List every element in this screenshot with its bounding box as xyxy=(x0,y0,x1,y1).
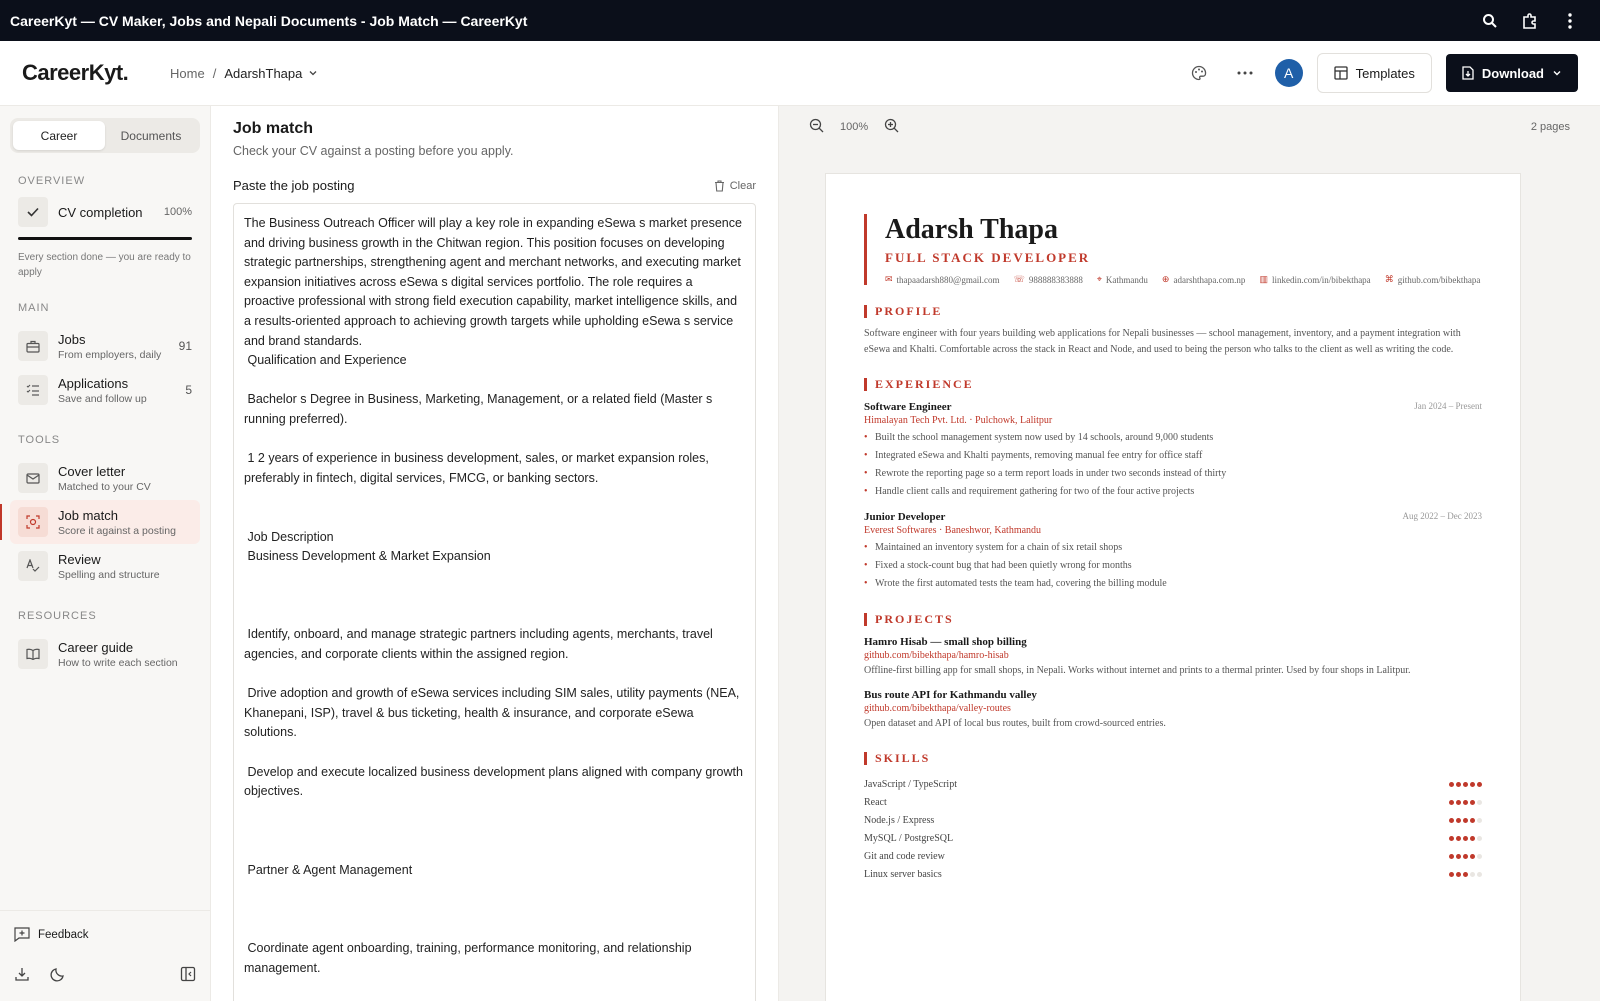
breadcrumb-current-label: AdarshThapa xyxy=(224,65,303,81)
sidebar xyxy=(0,106,211,1001)
skill-level-dot xyxy=(1456,782,1461,787)
zoom-level: 100% xyxy=(840,121,869,133)
cv-contact-item[interactable] xyxy=(1097,274,1148,285)
sidebar-item-title: Jobs xyxy=(58,331,86,347)
cv-section-heading: EXPERIENCE xyxy=(864,378,1482,391)
window-title: CareerKyt — CV Maker, Jobs and Nepali Documents - Job Match — CareerKyt xyxy=(10,12,528,29)
cv-job-dates: Aug 2022 – Dec 2023 xyxy=(1402,511,1482,521)
cv-contacts xyxy=(885,274,1482,285)
tab-documents[interactable]: Documents xyxy=(120,128,182,143)
skill-level-dot xyxy=(1456,854,1461,859)
layout-icon xyxy=(1334,66,1348,80)
sidebar-item-cover-letter[interactable] xyxy=(10,456,200,500)
book-open-icon xyxy=(18,639,48,669)
feedback-label: Feedback xyxy=(38,928,89,941)
cv-project-desc: Open dataset and API of local bus routes, built from crowd-sourced entries. xyxy=(864,718,1166,729)
page-subtitle: Check your CV against a posting before you apply. xyxy=(233,144,514,158)
cv-project-title: Bus route API for Kathmandu valley xyxy=(864,689,1037,701)
cv-job-bullets xyxy=(864,429,1482,501)
skill-level-dot xyxy=(1456,836,1461,841)
cv-project-title: Hamro Hisab — small shop billing xyxy=(864,636,1027,648)
avatar[interactable]: A xyxy=(1275,59,1303,87)
cv-job-company: Everest Softwares · Baneshwor, Kathmandu xyxy=(864,525,1042,536)
cv-bullet: • Wrote the first automated tests the team had, covering the billing module xyxy=(864,575,1482,593)
sidebar-tabs xyxy=(10,118,200,153)
skill-level-dot xyxy=(1463,782,1468,787)
cv-contact-text: Kathmandu xyxy=(1105,274,1148,285)
cv-job-header xyxy=(864,401,1482,413)
sidebar-item-jobs[interactable] xyxy=(10,324,200,368)
skill-level-rating xyxy=(1449,854,1482,859)
page-title: Job match xyxy=(233,120,314,137)
cv-preview xyxy=(779,106,1600,1001)
templates-label: Templates xyxy=(1355,65,1415,81)
skill-level-dot xyxy=(1470,800,1475,805)
github-icon: ⌘ xyxy=(1384,274,1394,284)
posting-label: Paste the job posting xyxy=(233,178,355,193)
search-icon[interactable] xyxy=(1470,0,1510,41)
zoom-out-icon[interactable] xyxy=(809,118,824,136)
skill-level-dot xyxy=(1449,818,1454,823)
cv-page xyxy=(825,173,1521,1001)
skill-level-dot xyxy=(1456,800,1461,805)
section-heading-overview: OVERVIEW xyxy=(18,175,86,187)
kebab-menu-icon[interactable] xyxy=(1550,0,1590,41)
cv-skill-name: JavaScript / TypeScript xyxy=(864,778,957,790)
cv-bullet: • Fixed a stock-count bug that had been quietly wrong for months xyxy=(864,557,1482,575)
skill-level-dot xyxy=(1463,836,1468,841)
feedback-button[interactable] xyxy=(0,911,210,958)
sidebar-item-subtitle: Save and follow up xyxy=(58,392,147,405)
cv-skill-row xyxy=(864,829,1482,847)
cv-completion-percent: 100% xyxy=(163,206,192,218)
cv-completion[interactable] xyxy=(0,197,210,280)
breadcrumb xyxy=(170,66,1183,81)
cv-contact-text: thapaadarsh880@gmail.com xyxy=(896,274,1000,285)
spellcheck-icon xyxy=(18,551,48,581)
skill-level-dot xyxy=(1470,854,1475,859)
skill-level-dot xyxy=(1470,836,1475,841)
download-button[interactable] xyxy=(1446,54,1578,92)
skill-level-dot xyxy=(1463,854,1468,859)
skill-level-rating xyxy=(1449,836,1482,841)
cv-skill-row xyxy=(864,811,1482,829)
phone-icon: ☏ xyxy=(1013,274,1025,284)
cv-skill-row xyxy=(864,775,1482,793)
sidebar-item-title: Review xyxy=(58,551,101,567)
sidebar-item-count: 91 xyxy=(178,339,192,353)
sidebar-item-title: Job match xyxy=(58,507,118,523)
linkedin-icon: ▥ xyxy=(1259,274,1268,284)
cv-job-dates: Jan 2024 – Present xyxy=(1414,401,1482,411)
job-match-panel xyxy=(211,106,779,1001)
cv-skill-name: MySQL / PostgreSQL xyxy=(864,832,954,844)
cv-project-link[interactable]: github.com/bibekthapa/valley-routes xyxy=(864,703,1011,714)
cv-section-heading: PROJECTS xyxy=(864,613,1482,626)
section-heading-main: MAIN xyxy=(18,302,50,314)
briefcase-icon xyxy=(18,331,48,361)
chevron-down-icon xyxy=(308,68,318,78)
cv-contact-item[interactable] xyxy=(1259,274,1370,285)
window-titlebar xyxy=(0,0,1600,41)
cv-contact-text: 988888383888 xyxy=(1028,274,1083,285)
cv-bullet: • Handle client calls and requirement gathering for two of the four active projects xyxy=(864,483,1482,501)
sidebar-item-subtitle: From employers, daily xyxy=(58,348,162,361)
sidebar-item-subtitle: Score it against a posting xyxy=(58,524,176,537)
file-download-icon xyxy=(1462,66,1474,80)
clear-label: Clear xyxy=(729,179,756,192)
cv-projects-list xyxy=(864,636,1482,732)
page-count: 2 pages xyxy=(1530,121,1570,133)
skill-level-dot xyxy=(1477,872,1482,877)
clear-button[interactable] xyxy=(714,180,756,192)
mail-icon xyxy=(18,463,48,493)
scan-icon xyxy=(18,507,48,537)
globe-icon: ⊕ xyxy=(1161,274,1170,284)
cv-skill-row xyxy=(864,847,1482,865)
cv-job xyxy=(864,401,1482,501)
extension-icon[interactable] xyxy=(1510,0,1550,41)
cv-skill-name: React xyxy=(864,796,887,808)
more-horizontal-icon[interactable] xyxy=(1229,57,1261,89)
section-heading-resources: RESOURCES xyxy=(18,610,97,622)
cv-completion-label: CV completion xyxy=(58,204,143,220)
cv-completion-note: Every section done — you are ready to apply xyxy=(18,252,191,278)
check-icon xyxy=(18,197,48,227)
sidebar-collapse-icon[interactable] xyxy=(180,966,196,987)
sidebar-item-career-guide[interactable] xyxy=(10,632,200,676)
cv-skills-list xyxy=(864,775,1482,883)
zoom-in-icon[interactable] xyxy=(884,118,899,136)
cv-contact-item[interactable] xyxy=(885,274,1000,285)
sidebar-item-applications[interactable] xyxy=(10,368,200,412)
skill-level-dot xyxy=(1449,854,1454,859)
sidebar-item-count: 5 xyxy=(185,383,192,397)
cv-skill-row xyxy=(864,865,1482,883)
cv-experience-list xyxy=(864,401,1482,593)
cv-contact-item[interactable] xyxy=(1385,274,1481,285)
skill-level-dot xyxy=(1456,872,1461,877)
skill-level-dot xyxy=(1449,836,1454,841)
sidebar-item-subtitle: Matched to your CV xyxy=(58,480,151,493)
skill-level-dot xyxy=(1470,818,1475,823)
skill-level-dot xyxy=(1449,872,1454,877)
breadcrumb-home[interactable]: Home xyxy=(170,65,205,81)
trash-icon xyxy=(714,180,725,192)
checklist-icon xyxy=(18,375,48,405)
cv-bullet: • Maintained an inventory system for a chain of six retail shops xyxy=(864,539,1482,557)
skill-level-dot xyxy=(1456,818,1461,823)
sidebar-item-review[interactable] xyxy=(10,544,200,588)
cv-job-bullets xyxy=(864,539,1482,593)
cv-project xyxy=(864,689,1482,732)
skill-level-dot xyxy=(1477,782,1482,787)
cv-section-heading: PROFILE xyxy=(864,305,1482,318)
cv-profile-text: Software engineer with four years building web applications for Nepali businesses — school management, inventory, and a payment integration with eSewa and Khalti. Comfortable across the stack in React and Node, and used to being the person who talks to the client as well as writing the code. xyxy=(864,328,1461,355)
cv-job-title: Junior Developer xyxy=(864,511,946,523)
skill-level-dot xyxy=(1449,800,1454,805)
app-header xyxy=(0,41,1600,106)
skill-level-rating xyxy=(1449,818,1482,823)
skill-level-dot xyxy=(1463,800,1468,805)
download-icon[interactable] xyxy=(14,966,30,987)
cv-bullet: • Built the school management system now used by 14 schools, around 9,000 students xyxy=(864,429,1482,447)
logo[interactable]: CareerKyt. xyxy=(22,60,129,85)
cv-contact-text: github.com/bibekthapa xyxy=(1397,274,1481,285)
cv-project xyxy=(864,636,1482,679)
sidebar-item-title: Applications xyxy=(58,375,129,391)
job-posting-textarea[interactable]: The Business Outreach Officer will play a key role in expanding eSewa s market presence and driving business growth in the Chitwan region. This position focuses on developing strategic partnerships, strengthening agent and merchant networks, and executing market expansion initiatives across eSewa s digital services portfolio. The role requires a proactive professional with strong field execution capability, market intelligence skills, and a results-oriented approach to achieving growth targets while upholding eSewa s service and brand standards. Qualification and Experience Bachelor s Degree in Business, Marketing, Management, or a related field (Master s running preferred). 1 2 years of experience in business development, sales, or market expansion roles, preferably in fintech, digital services, FMCG, or banking sectors. Job Description Business Development & Market Expansion Identify, onboard, and manage strategic partners including agents, merchants, travel agencies, and corporate clients within the assigned region. Drive adoption and growth of eSewa services including SIM sales, utility payments (NEA, Khanepani, ISP), travel & bus ticketing, health & insurance, and corporate eSewa solutions. Develop and execute localized business development plans aligned with company growth objectives. Partner & Agent Management Coordinate agent onboarding, training, performance monitoring, and relationship management. xyxy=(233,203,756,1001)
sidebar-item-subtitle: Spelling and structure xyxy=(58,568,160,581)
sidebar-item-title: Cover letter xyxy=(58,463,126,479)
cv-contact-item[interactable] xyxy=(1162,274,1246,285)
cv-name: Adarsh Thapa xyxy=(885,214,1059,245)
cv-completion-bar xyxy=(18,237,192,240)
templates-button[interactable] xyxy=(1317,53,1432,93)
skill-level-dot xyxy=(1470,872,1475,877)
cv-project-link[interactable]: github.com/bibekthapa/hamro-hisab xyxy=(864,650,1009,661)
cv-bullet: • Integrated eSewa and Khalti payments, removing manual fee entry for office staff xyxy=(864,447,1482,465)
cv-role: FULL STACK DEVELOPER xyxy=(885,250,1091,265)
skill-level-rating xyxy=(1449,872,1482,877)
skill-level-dot xyxy=(1477,836,1482,841)
cv-skill-name: Git and code review xyxy=(864,850,945,862)
cv-job-title: Software Engineer xyxy=(864,401,952,413)
email-icon: ✉ xyxy=(885,274,893,284)
download-label: Download xyxy=(1481,65,1544,81)
breadcrumb-separator: / xyxy=(212,65,217,81)
skill-level-rating xyxy=(1449,800,1482,805)
cv-project-desc: Offline-first billing app for small shops, in Nepali. Works without internet and prints to a thermal printer. Used by four shops in Lalitpur. xyxy=(864,665,1411,676)
skill-level-dot xyxy=(1463,872,1468,877)
cv-job-header xyxy=(864,511,1482,523)
skill-level-dot xyxy=(1470,782,1475,787)
skill-level-dot xyxy=(1463,818,1468,823)
palette-icon[interactable] xyxy=(1183,57,1215,89)
sidebar-item-title: Career guide xyxy=(58,639,134,655)
cv-contact-text: adarshthapa.com.np xyxy=(1173,274,1246,285)
cv-skill-name: Node.js / Express xyxy=(864,814,935,826)
section-heading-tools: TOOLS xyxy=(18,434,61,446)
sidebar-item-subtitle: How to write each section xyxy=(58,656,178,669)
cv-job xyxy=(864,511,1482,593)
cv-contact-item[interactable] xyxy=(1014,274,1083,285)
cv-skill-name: Linux server basics xyxy=(864,868,942,880)
cv-section-heading: SKILLS xyxy=(864,752,1482,765)
skill-level-rating xyxy=(1449,782,1482,787)
feedback-icon xyxy=(14,927,30,942)
sidebar-item-job-match[interactable] xyxy=(10,500,200,544)
tab-career[interactable]: Career xyxy=(13,121,105,150)
skill-level-dot xyxy=(1449,782,1454,787)
cv-bullet: • Rewrote the reporting page so a term report loads in under two seconds instead of thirty xyxy=(864,465,1482,483)
cv-job-company: Himalayan Tech Pvt. Ltd. · Pulchowk, Lalitpur xyxy=(864,415,1053,426)
moon-icon[interactable] xyxy=(50,966,66,987)
skill-level-dot xyxy=(1477,800,1482,805)
location-icon: ⌖ xyxy=(1096,274,1102,284)
skill-level-dot xyxy=(1477,854,1482,859)
cv-contact-text: linkedin.com/in/bibekthapa xyxy=(1271,274,1371,285)
skill-level-dot xyxy=(1477,818,1482,823)
cv-skill-row xyxy=(864,793,1482,811)
chevron-down-icon xyxy=(1552,68,1562,78)
breadcrumb-current[interactable] xyxy=(224,66,318,81)
